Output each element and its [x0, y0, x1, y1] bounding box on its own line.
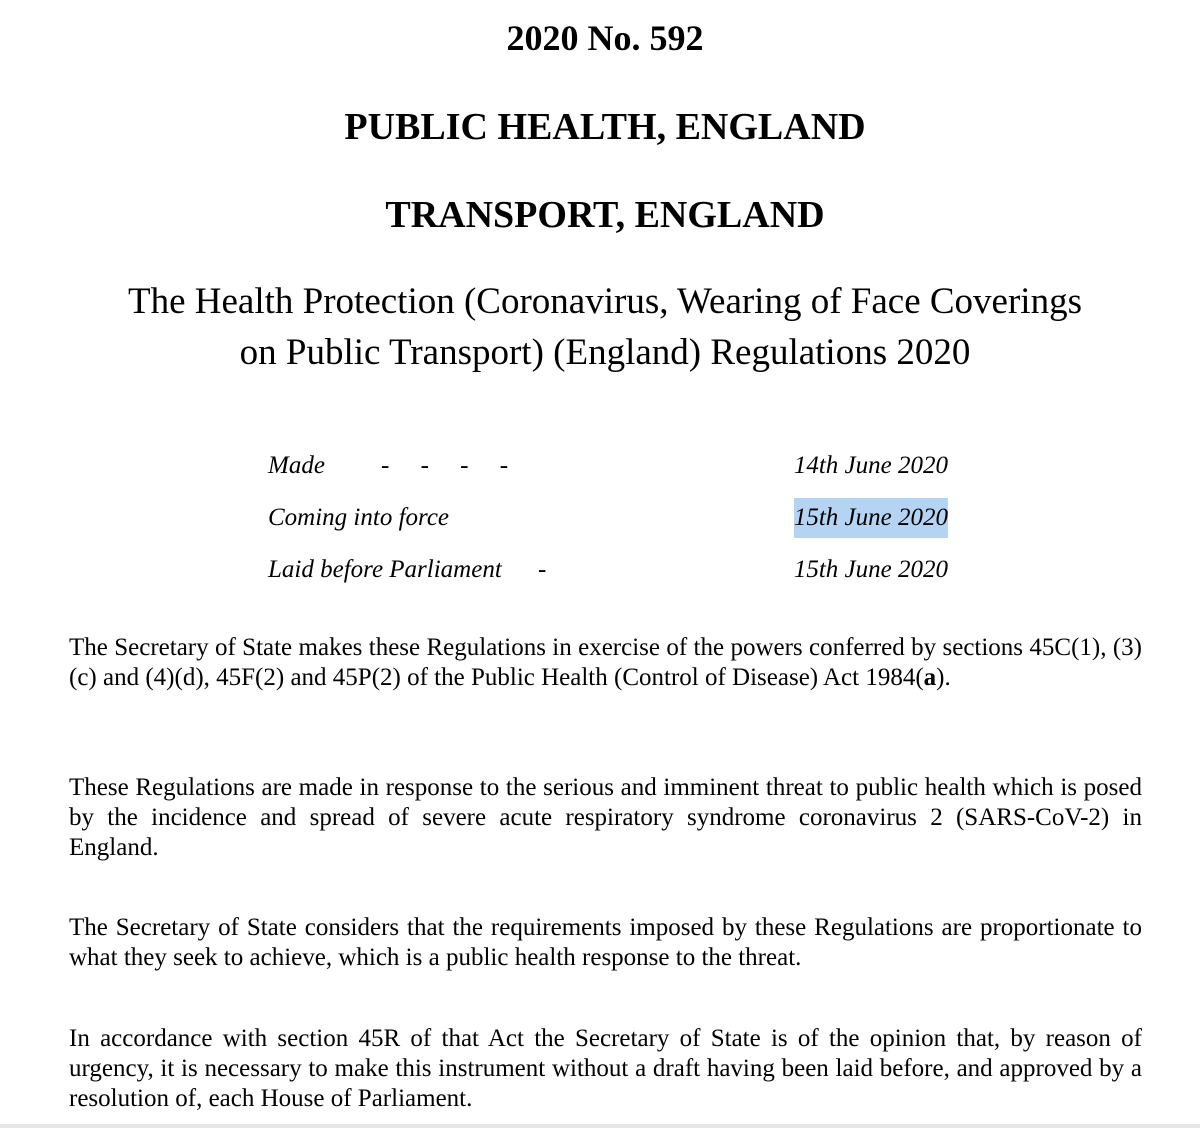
date-row-laid-before-parliament: [268, 550, 968, 602]
date-row-made: [268, 446, 968, 498]
date-value-coming-into-force-selected[interactable]: 15th June 2020: [794, 498, 948, 538]
subject-heading-transport: TRANSPORT, ENGLAND: [385, 194, 825, 236]
date-value-laid-before-parliament[interactable]: 15th June 2020: [793, 556, 948, 583]
subject-heading-public-health: PUBLIC HEALTH, ENGLAND: [344, 106, 866, 148]
date-value-made[interactable]: 14th June 2020: [793, 452, 948, 479]
instrument-number: 2020 No. 592: [506, 18, 704, 58]
date-label-laid-before-parliament: Laid before Parliament: [268, 556, 502, 583]
preamble-paragraph-urgency[interactable]: In accordance with section 45R of that Act the Secretary of State is of the opinion that, by reason of urgency, it is necessary to make this instrument without a draft having been laid before, and approved by a resolution of, each House of Parliament.: [69, 1025, 1142, 1112]
date-label-coming-into-force: Coming into force: [268, 504, 450, 531]
date-row-coming-into-force: [268, 498, 968, 550]
page-bottom-edge: [0, 1124, 1200, 1128]
powers-text-end: ).: [936, 664, 951, 691]
regulations-title-line-2: on Public Transport) (England) Regulations 2020: [239, 332, 971, 373]
date-leader-dashes: - - - -: [381, 452, 509, 479]
preamble-paragraph-proportionate[interactable]: The Secretary of State considers that the requirements imposed by these Regulations are proportionate to what they seek to achieve, which is a public health response to the threat.: [69, 914, 1142, 971]
footnote-marker[interactable]: a: [923, 664, 937, 691]
preamble-paragraph-threat[interactable]: These Regulations are made in response to the serious and imminent threat to public health which is posed by the incidence and spread of severe acute respiratory syndrome coronavirus 2 (SARS-CoV-2) in England.: [69, 774, 1142, 861]
preamble-paragraph-powers[interactable]: [69, 633, 1142, 693]
date-leader-dash: -: [538, 556, 547, 583]
date-label-made: Made: [268, 452, 325, 479]
powers-text: The Secretary of State makes these Regulations in exercise of the powers conferred by sections 45C(1), (3)(c) and (4)(d), 45F(2) and 45P(2) of the Public Health (Control of Disease) Act 1984(: [69, 634, 1142, 691]
regulations-title-line-1: The Health Protection (Coronavirus, Wearing of Face Coverings: [128, 281, 1082, 322]
dates-table: [268, 446, 968, 602]
